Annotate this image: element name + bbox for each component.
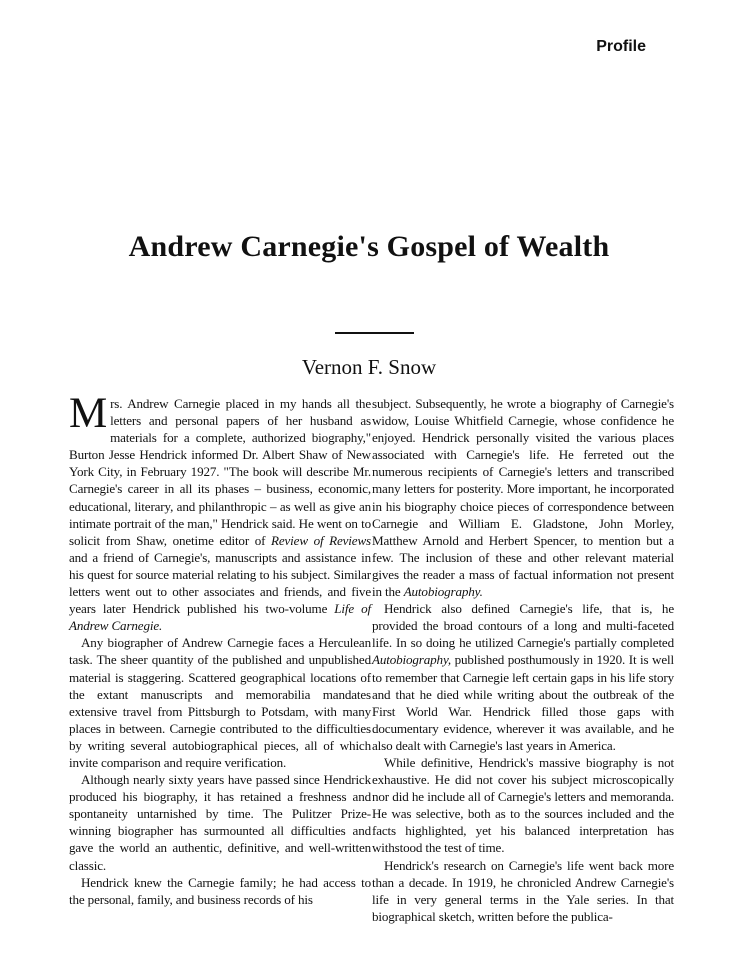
article-author: Vernon F. Snow	[301, 355, 437, 379]
paragraph: Hendrick's research on Carnegie's life went back more than a decade. In 1919, he chronicled Andrew Carnegie's life in very general terms in the Yale series. In that biographical sketch, written before the publica-	[372, 857, 674, 924]
publication-title: Review of Reviews	[271, 532, 371, 548]
paragraph	[372, 600, 674, 754]
paragraph-text: Hendrick also defined Carnegie's life, that is, he provided the broad contours of a long and multi-faceted life. In so doing he utilized Carnegie's partially completed	[372, 601, 674, 651]
paragraph	[69, 390, 371, 634]
article-title: Andrew Carnegie's Gospel of Wealth	[128, 230, 610, 263]
book-title: Life of Andrew Carnegie.	[69, 601, 371, 634]
book-title: Autobiography.	[403, 584, 483, 600]
paragraph: Hendrick knew the Carnegie family; he had access to the personal, family, and business records of his	[69, 874, 371, 907]
paragraph: While definitive, Hendrick's massive biography is not exhaustive. He did not cover his subject microscopically nor did he include all of Carnegie's letters and memoranda. He was selective, both as to the sources included and the facts highlighted, yet his balanced interpretation has withstood the test of time.	[372, 754, 674, 856]
paragraph: Although nearly sixty years have passed since Hendrick produced his biography, it has retained a freshness and spontaneity untarnished by time. The Pulitzer Prize-winning biographer has surmounted all difficulties and gave the world an authentic, definitive, and well-written classic.	[69, 772, 371, 873]
paragraph-text: and a friend of Carnegie's, manuscripts and assistance in his quest for source material relating to his subject. Similar letters went out to other associates and friends, and five years later Hendrick published his two-volume	[69, 549, 371, 617]
paragraph	[372, 395, 674, 600]
drop-cap: M	[69, 390, 108, 437]
paragraph-text: subject. Subsequently, he wrote a biography of Carnegie's widow, Louise Whitfield Carnegie, whose confidence he enjoyed. Hendrick personally visited the various places associated with Carnegie's life. He ferreted out the numerous recipients of Carnegie's letters and transcribed many letters for posterity. More important, he incorporated in his biography choice pieces of correspondence between Carnegie and William E. Gladstone, John Morley, Matthew Arnold and Herbert Spencer, to mention but a few. The inclusion of these and other relevant material gives the reader a mass of factual information not present in the	[372, 396, 674, 600]
title-divider	[335, 332, 414, 334]
paragraph-text: published posthumously in 1920. It is well to remember that Carnegie left certain gaps in his life story and that he died while writing about the outbreak of the First World War. Hendrick filled those gaps with documentary evidence, wherever it was available, and he also dealt with Carnegie's last years in America.	[372, 652, 674, 753]
section-label: Profile	[596, 38, 646, 55]
paragraph: Any biographer of Andrew Carnegie faces a Herculean task. The sheer quantity of the published and unpublished material is staggering. Scattered geographical locations of the extant manuscripts and memorabilia mandates extensive travel from Pittsburgh to Potsdam, with many places in between. Carnegie contributed to the difficulties by writing several autobiographical pieces, all of which invite comparison and require verification.	[69, 635, 371, 770]
left-column	[69, 390, 371, 908]
paragraph-text: rs. Andrew Carnegie placed in my hands all the letters and personal papers of her husband as materials for a complete, authorized biography," Burton Jesse Hendrick informed Dr. Albert Shaw of New York City, in February 1927. "The book will describe Mr. Carnegie's career in all its phases – business, economic, educational, literary, and philanthropic – as well as give an intimate portrait of the man," Hendrick said. He went on to solicit from Shaw, onetime editor of	[69, 396, 371, 548]
book-title: Autobiography,	[372, 652, 452, 668]
right-column	[372, 395, 674, 925]
